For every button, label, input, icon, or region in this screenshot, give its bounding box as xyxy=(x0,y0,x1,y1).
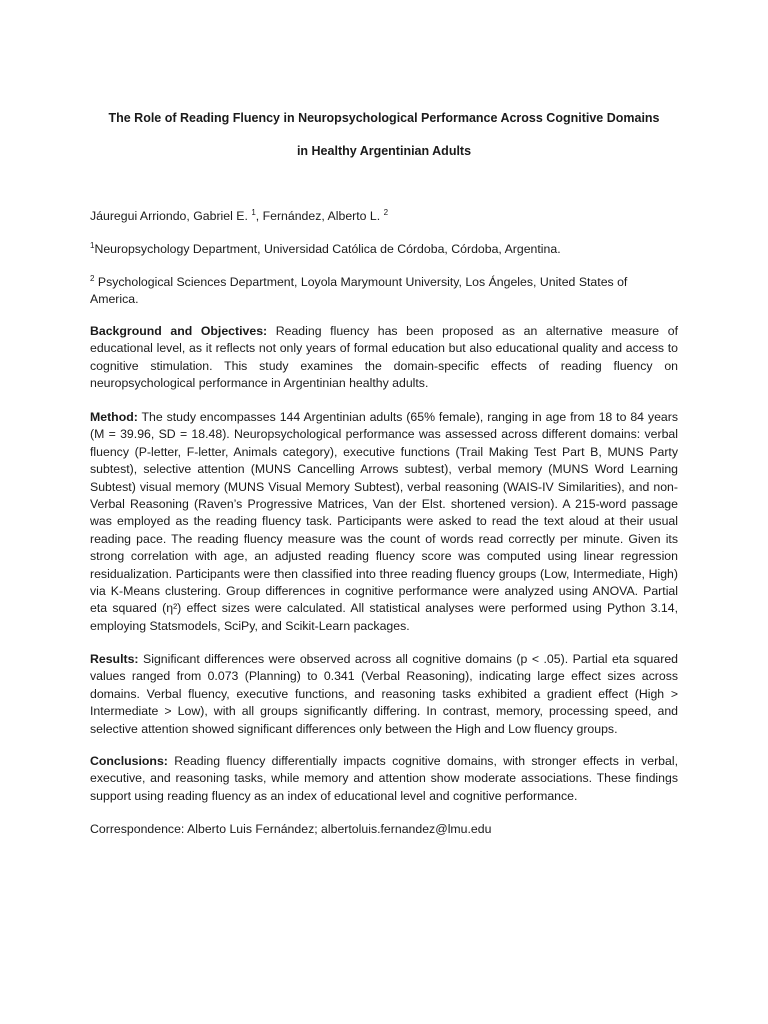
results-heading: Results: xyxy=(90,652,139,666)
method-heading: Method: xyxy=(90,410,138,424)
method-text: The study encompasses 144 Argentinian adults (65% female), ranging in age from 18 to 84 years (M = 39.96, SD = 18.48). Neuropsychological performance was assessed across different domains: verbal fluency (P-letter, F-letter, Animals category), executive functions (Trail Making Test Part B, MUNS Party subtest), selective attention (MUNS Cancelling Arrows subtest), verbal memory (MUNS Word Learning Subtest) visual memory (MUNS Visual Memory Subtest), verbal reasoning (WAIS-IV Similarities), and non-Verbal Reasoning (Raven’s Progressive Matrices, Van der Elst. shortened version). A 215-word passage was employed as the reading fluency task. Participants were asked to read the text aloud at their usual reading pace. The reading fluency measure was the count of words read correctly per minute. Given its strong correlation with age, an adjusted reading fluency score was computed using linear regression residualization. Participants were then classified into three reading fluency groups (Low, Intermediate, High) via K-Means clustering. Group differences in cognitive performance were analyzed using ANOVA. Partial eta squared (η²) effect sizes were calculated. All statistical analyses were performed using Python 3.14, employing Statsmodels, SciPy, and Scikit-Learn packages. xyxy=(90,410,678,633)
title-line-2: in Healthy Argentinian Adults xyxy=(296,144,472,158)
affiliation-2 xyxy=(90,274,678,309)
affiliation-1-mark: 1 xyxy=(90,240,95,250)
method-section xyxy=(90,409,678,635)
background-section xyxy=(90,323,678,393)
author-1: Jáuregui Arriondo, Gabriel E. xyxy=(90,209,252,223)
author-2: , Fernández, Alberto L. xyxy=(255,209,384,223)
conclusions-text: Reading fluency differentially impacts cognitive domains, with stronger effects in verbal, executive, and reasoning tasks, while memory and attention show moderate associations. These findings support using reading fluency as an index of educational level and cognitive performance. xyxy=(90,754,678,803)
author-2-affiliation-mark: 2 xyxy=(383,207,389,217)
title-line-1: The Role of Reading Fluency in Neuropsychological Performance Across Cognitive Domains xyxy=(108,111,660,125)
results-section xyxy=(90,651,678,738)
author-line xyxy=(90,208,678,225)
affiliation-2-text: Psychological Sciences Department, Loyola Marymount University, Los Ángeles, United States of America. xyxy=(90,275,628,307)
background-heading: Background and Objectives: xyxy=(90,324,268,338)
affiliation-1-text: Neuropsychology Department, Universidad Católica de Córdoba, Córdoba, Argentina. xyxy=(94,242,561,256)
results-text: Significant differences were observed across all cognitive domains (p < .05). Partial eta squared values ranged from 0.073 (Planning) to 0.341 (Verbal Reasoning), indicating large effect sizes across domains. Verbal fluency, executive functions, and reasoning tasks exhibited a gradient effect (High > Intermediate > Low), with all groups significantly differing. In contrast, memory, processing speed, and selective attention showed significant differences only between the High and Low fluency groups. xyxy=(90,652,678,736)
conclusions-heading: Conclusions: xyxy=(90,754,168,768)
affiliation-1 xyxy=(90,241,678,258)
background-text: Reading fluency has been proposed as an alternative measure of educational level, as it reflects not only years of formal education but also educational quality and access to cognitive stimulation. This study examines the domain-specific effects of reading fluency on neuropsychological performance in Argentinian healthy adults. xyxy=(90,324,678,391)
affiliation-2-mark: 2 xyxy=(90,273,95,283)
author-1-affiliation-mark: 1 xyxy=(251,207,256,217)
conclusions-section xyxy=(90,753,678,805)
correspondence-line: Correspondence: Alberto Luis Fernández; albertoluis.fernandez@lmu.edu xyxy=(90,822,492,836)
